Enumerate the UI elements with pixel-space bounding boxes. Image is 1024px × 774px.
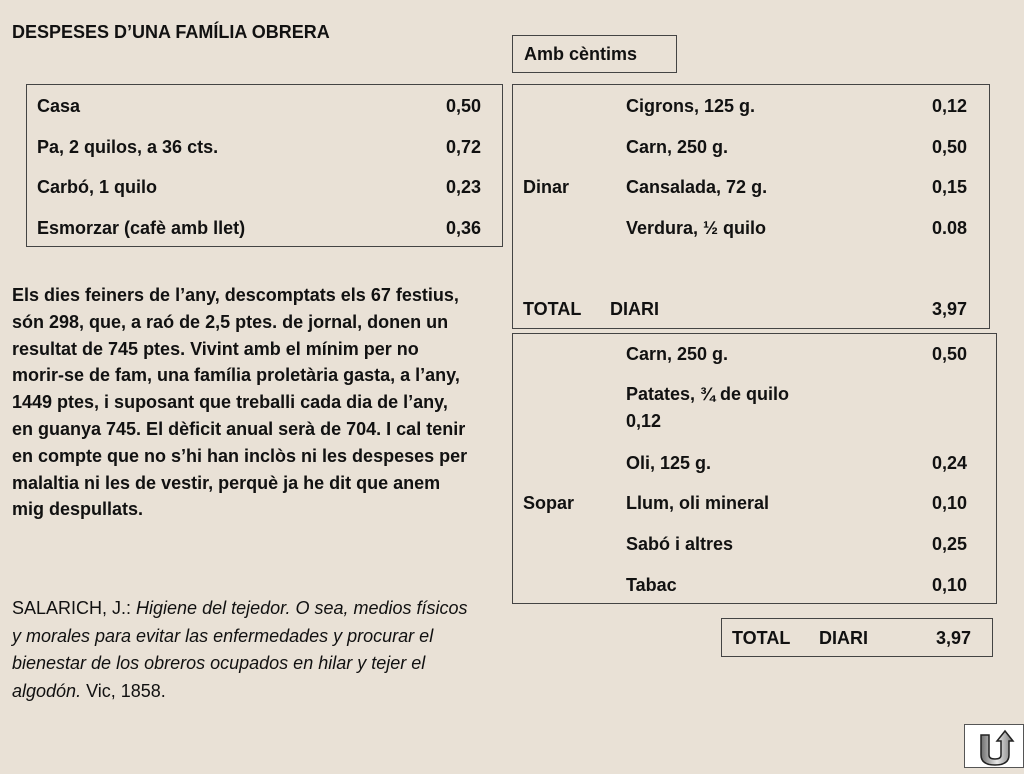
sopar-value: 0,10 [932, 493, 968, 513]
dinar-item: Carn, 250 g. [626, 137, 729, 157]
left-value-carbo: 0,23 [446, 177, 482, 197]
dinar-item: Cansalada, 72 g. [626, 177, 768, 197]
dinar-item: Cigrons, 125 g. [626, 96, 756, 116]
sopar-value: 0,50 [932, 344, 968, 364]
sopar-table [512, 333, 997, 604]
sopar-value: 0,24 [932, 453, 968, 473]
dinar-value: 0,50 [932, 137, 968, 157]
citation [12, 595, 472, 705]
cents-label-box [512, 35, 677, 73]
dinar-label: Dinar [523, 177, 570, 197]
sopar-value: 0,25 [932, 534, 968, 554]
sopar-item: Carn, 250 g. [626, 344, 729, 364]
left-value-esmorzar: 0,36 [446, 218, 482, 238]
final-total-value: 3,97 [936, 628, 972, 648]
final-total-label-2: DIARI [819, 628, 868, 648]
dinar-value: 0.08 [932, 218, 968, 238]
final-total-label: TOTAL [732, 628, 791, 648]
dinar-total-label: TOTAL [523, 299, 582, 319]
body-paragraph: Els dies feiners de l’any, descomptats els 67 festius, són 298, que, a raó de 2,5 ptes. de jornal, donen un resultat de 745 ptes. Vivint amb el mínim per no morir-se de fam, una família proletària gasta, a l’any, 1449 ptes, i suposant que treballi cada dia de l’any, en guanya 745. El dèficit anual serà de 704. I cal tenir en compte que no s’hi han inclòs ni les despeses per malaltia ni les de vestir, perquè ja he dit que anem mig despullats. [12, 285, 468, 520]
return-u-turn-icon [965, 725, 1024, 769]
dinar-table [512, 84, 990, 329]
left-value-pa: 0,72 [446, 137, 482, 157]
citation-author: SALARICH, J.: [12, 598, 137, 618]
dinar-total-label-2: DIARI [610, 299, 659, 319]
sopar-item: Sabó i altres [626, 534, 734, 554]
sopar-item: Tabac [626, 575, 677, 595]
dinar-value: 0,15 [932, 177, 968, 197]
citation-work: Higiene del tejedor. O sea, medios físicos y morales para evitar las enfermedades y procurar el bienestar de los obreros ocupados en hilar y tejer el algodón. [12, 598, 468, 701]
dinar-total-value: 3,97 [932, 299, 968, 319]
dinar-item: Verdura, ½ quilo [626, 218, 767, 238]
dinar-value: 0,12 [932, 96, 968, 116]
sopar-item: Llum, oli mineral [626, 493, 770, 513]
final-total-box [721, 618, 993, 657]
left-item-casa: Casa [37, 96, 81, 116]
return-button[interactable] [964, 724, 1024, 768]
sopar-value: 0,10 [932, 575, 968, 595]
sopar-item: Oli, 125 g. [626, 453, 712, 473]
sopar-item: Patates, ¾ de quilo [626, 384, 790, 404]
left-item-esmorzar: Esmorzar (cafè amb llet) [37, 218, 246, 238]
cents-label: Amb cèntims [524, 44, 638, 64]
left-item-pa: Pa, 2 quilos, a 36 cts. [37, 137, 219, 157]
page-title: DESPESES D’UNA FAMÍLIA OBRERA [12, 22, 330, 42]
left-item-carbo: Carbó, 1 quilo [37, 177, 158, 197]
citation-place: Vic, 1858. [81, 680, 166, 701]
left-value-casa: 0,50 [446, 96, 482, 116]
sopar-value: 0,12 [626, 411, 662, 431]
left-expenses-table [26, 84, 503, 247]
sopar-label: Sopar [523, 493, 575, 513]
